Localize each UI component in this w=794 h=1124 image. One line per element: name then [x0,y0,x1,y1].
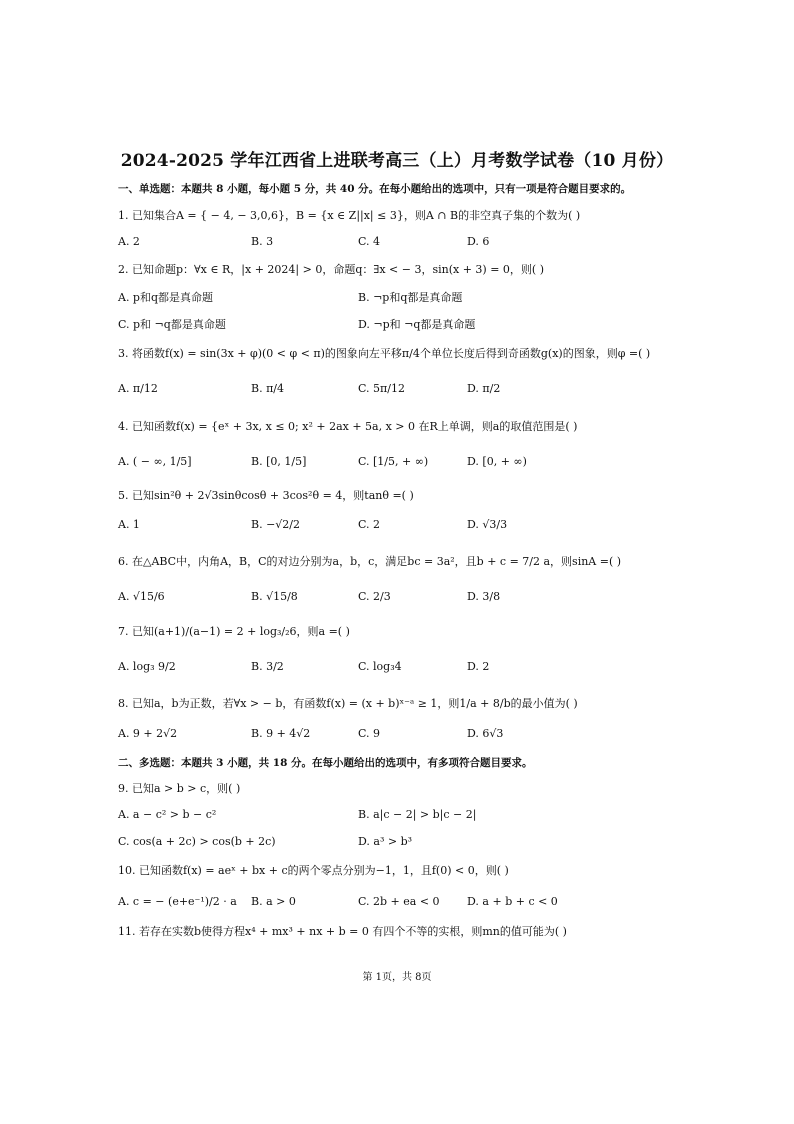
q7-option-c: C. log₃4 [358,660,402,673]
q1-option-b: B. 3 [251,235,274,248]
q4-option-d: D. [0, + ∞) [467,455,527,468]
question-8: 8. 已知a，b为正数，若∀x > − b，有函数f(x) = (x + b)ˣ⁻ᵃ ≥ 1，则1/a + 8/b的最小值为( ) [118,697,578,710]
q6-option-b: B. √15/8 [251,590,298,603]
q2-option-c: C. p和 ¬q都是真命题 [118,318,226,331]
question-6: 6. 在△ABC中，内角A，B，C的对边分别为a，b，c，满足bc = 3a²，且b + c = 7/2 a，则sinA =( ) [118,555,622,568]
question-9: 9. 已知a > b > c，则( ) [118,782,241,795]
q9-option-d: D. a³ > b³ [358,835,413,848]
q7-option-d: D. 2 [467,660,490,673]
q4-option-b: B. [0, 1/5] [251,455,307,468]
q7-option-b: B. 3/2 [251,660,284,673]
q8-option-a: A. 9 + 2√2 [118,727,178,740]
q9-option-b: B. a|c − 2| > b|c − 2| [358,808,477,821]
q2-option-a: A. p和q都是真命题 [118,291,214,304]
q10-option-b: B. a > 0 [251,895,296,908]
question-5: 5. 已知sin²θ + 2√3sinθcosθ + 3cos²θ = 4，则tanθ =( ) [118,489,414,502]
question-3: 3. 将函数f(x) = sin(3x + φ)(0 < φ < π)的图象向左平移π/4个单位长度后得到奇函数g(x)的图象，则φ =( ) [118,347,651,360]
q10-option-a: A. c = − (e+e⁻¹)/2 · a [118,895,237,908]
page-footer: 第 1页，共 8页 [362,972,432,983]
q3-option-a: A. π/12 [118,382,158,395]
q8-option-c: C. 9 [358,727,381,740]
q9-option-c: C. cos(a + 2c) > cos(b + 2c) [118,835,276,848]
question-2: 2. 已知命题p：∀x ∈ R，|x + 2024| > 0，命题q：∃x < − 3，sin(x + 3) = 0，则( ) [118,263,544,276]
q4-option-c: C. [1/5, + ∞) [358,455,429,468]
q5-option-d: D. √3/3 [467,518,508,531]
q6-option-d: D. 3/8 [467,590,501,603]
q3-option-d: D. π/2 [467,382,501,395]
q1-option-d: D. 6 [467,235,490,248]
question-4: 4. 已知函数f(x) = {eˣ + 3x, x ≤ 0; x² + 2ax + 5a, x > 0 在R上单调，则a的取值范围是( ) [118,420,578,433]
q6-option-c: C. 2/3 [358,590,391,603]
q4-option-a: A. ( − ∞, 1/5] [118,455,192,468]
q9-option-a: A. a − c² > b − c² [118,808,217,821]
section-heading-multiple-choice: 二、多选题：本题共 3 小题，共 18 分。在每小题给出的选项中，有多项符合题目要求。 [118,757,533,769]
q2-option-b: B. ¬p和q都是真命题 [358,291,463,304]
q6-option-a: A. √15/6 [118,590,165,603]
question-1: 1. 已知集合A = { − 4, − 3,0,6}，B = {x ∈ Z||x| ≤ 3}，则A ∩ B的非空真子集的个数为( ) [118,209,581,222]
section-heading-single-choice: 一、单选题：本题共 8 小题，每小题 5 分，共 40 分。在每小题给出的选项中，只有一项是符合题目要求的。 [118,183,632,195]
question-10: 10. 已知函数f(x) = aeˣ + bx + c的两个零点分别为−1，1，且f(0) < 0，则( ) [118,864,509,877]
q1-option-c: C. 4 [358,235,381,248]
page-title: 2024-2025 学年江西省上进联考高三（上）月考数学试卷（10 月份） [120,151,674,171]
q2-option-d: D. ¬p和 ¬q都是真命题 [358,318,476,331]
q3-option-b: B. π/4 [251,382,285,395]
q5-option-c: C. 2 [358,518,381,531]
q3-option-c: C. 5π/12 [358,382,405,395]
question-11: 11. 若存在实数b使得方程x⁴ + mx³ + nx + b = 0 有四个不等的实根，则mn的值可能为( ) [118,925,567,938]
q10-option-c: C. 2b + ea < 0 [358,895,440,908]
q5-option-b: B. −√2/2 [251,518,301,531]
q10-option-d: D. a + b + c < 0 [467,895,558,908]
q1-option-a: A. 2 [118,235,140,248]
q8-option-b: B. 9 + 4√2 [251,727,311,740]
question-7: 7. 已知(a+1)/(a−1) = 2 + log₃/₂6，则a =( ) [118,625,350,638]
q7-option-a: A. log₃ 9/2 [118,660,176,673]
q5-option-a: A. 1 [118,518,140,531]
q8-option-d: D. 6√3 [467,727,504,740]
